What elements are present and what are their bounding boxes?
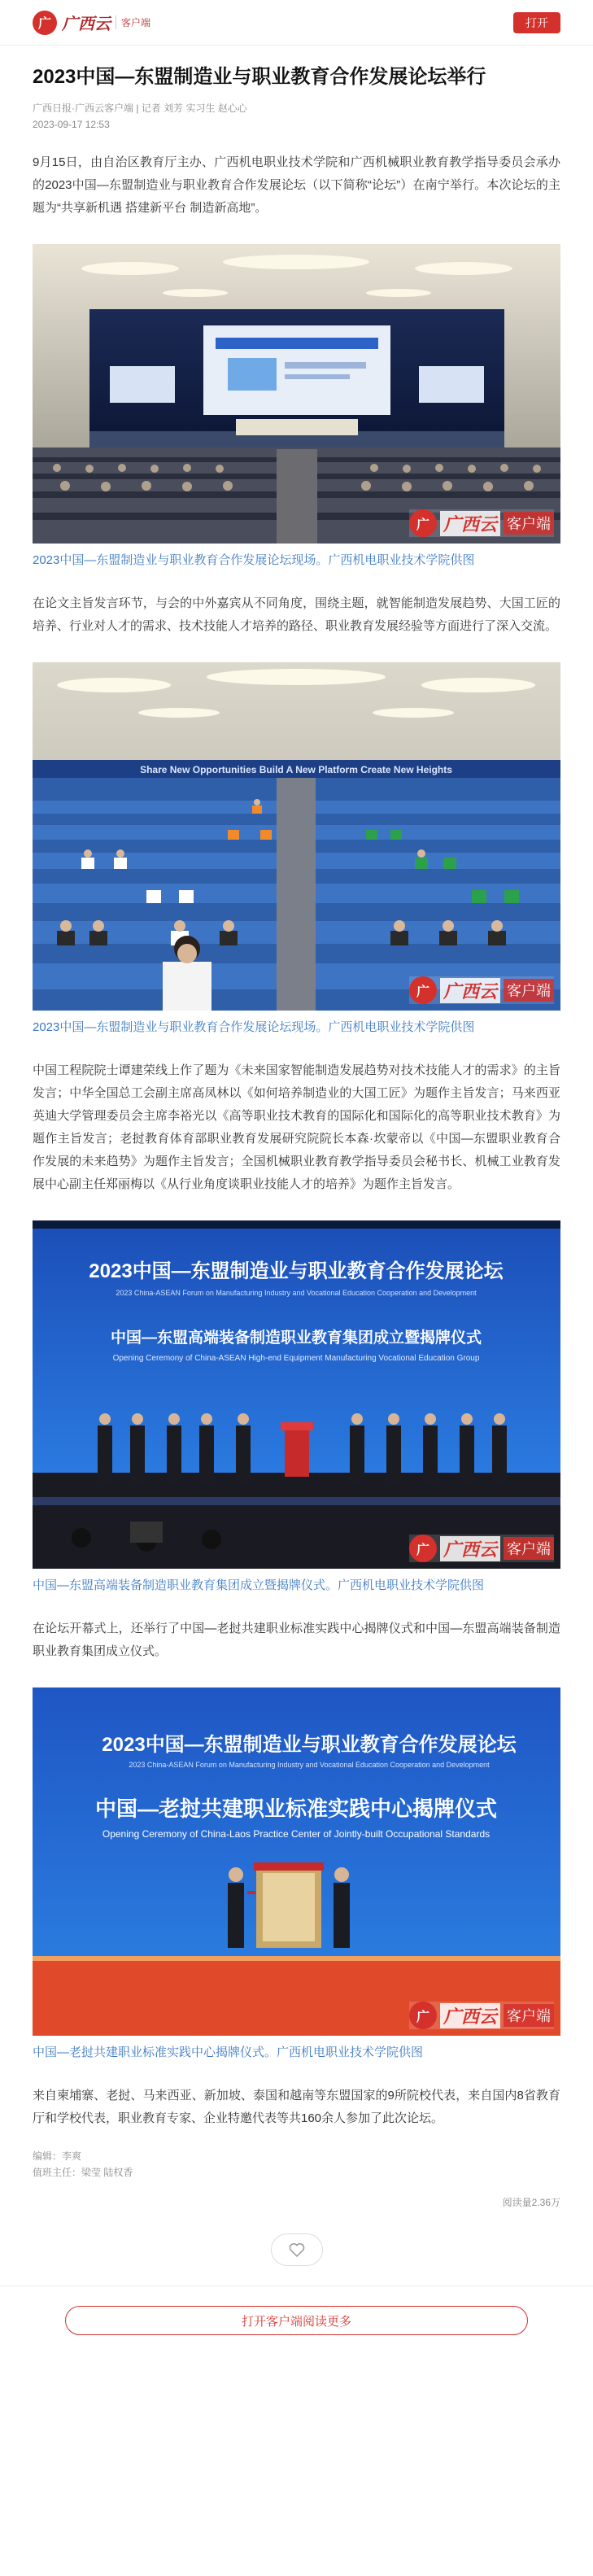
paragraph: 在论坛开幕式上，还举行了中国—老挝共建职业标准实践中心揭牌仪式和中国—东盟高端装备制造职业教育集团成立仪式。 <box>33 1622 560 1658</box>
watermark-sub: 客户端 <box>504 2004 554 2027</box>
photo-4-image <box>33 1687 560 2036</box>
photo-laos-ceremony[interactable] <box>33 1687 560 2036</box>
watermark-name: 广西云 <box>440 511 500 536</box>
article-source: 广西日报·广西云客户端 | 记者 刘芳 实习生 赵心心 <box>33 103 247 114</box>
photo-1-image <box>33 244 560 544</box>
photo-caption: 中国—老挝共建职业标准实践中心揭牌仪式。广西机电职业技术学院供图 <box>33 2046 424 2059</box>
brand-name: 广西云 <box>62 14 111 33</box>
photo-caption: 2023中国—东盟制造业与职业教育合作发展论坛现场。广西机电职业技术学院供图 <box>33 553 475 567</box>
watermark-logo-icon: 广 <box>409 509 437 537</box>
brand[interactable] <box>33 11 150 35</box>
banner-main: 中国—东盟高端装备制造职业教育集团成立暨揭牌仪式 <box>110 1329 482 1347</box>
article <box>0 63 593 2266</box>
watermark-name: 广西云 <box>440 1536 500 1561</box>
brand-sub: 客户端 <box>116 15 150 29</box>
watermark-sub: 客户端 <box>504 979 554 1002</box>
watermark-logo-icon: 广 <box>409 976 437 1004</box>
brand-logo-icon: 广 <box>33 11 57 35</box>
like-area <box>33 2233 560 2266</box>
photo-conference-hall[interactable] <box>33 244 560 544</box>
editor: 编辑：李爽 <box>33 2150 82 2162</box>
open-app-read-more-button[interactable]: 打开客户端阅读更多 <box>65 2306 528 2335</box>
photo-audience[interactable] <box>33 662 560 1011</box>
like-button[interactable] <box>271 2233 323 2266</box>
photo-asean-ceremony[interactable] <box>33 1220 560 1569</box>
watermark-sub: 客户端 <box>504 1537 554 1560</box>
paragraph: 来自柬埔寨、老挝、马来西亚、新加坡、泰国和越南等东盟国家的9所院校代表，来自国内8省教育厅和学校代表，职业教育专家、企业特邀代表等共160余人参加了此次论坛。 <box>33 2089 560 2125</box>
article-title: 2023中国—东盟制造业与职业教育合作发展论坛举行 <box>33 66 486 88</box>
duty-editor: 值班主任：梁莹 陆权香 <box>33 2167 133 2178</box>
watermark <box>409 1535 554 1562</box>
editor-info <box>33 2148 560 2181</box>
banner-en: 2023 China-ASEAN Forum on Manufacturing Industry and Vocational Education Cooperation and Development <box>129 1761 490 1769</box>
banner-title: 2023中国—东盟制造业与职业教育合作发展论坛 <box>89 1260 504 1282</box>
paragraph: 在论文主旨发言环节，与会的中外嘉宾从不同角度，围绕主题，就智能制造发展趋势、大国工匠的培养、行业对人才的需求、技术技能人才培养的路径、职业教育发展经验等方面进行了深入交流。 <box>33 596 560 633</box>
heart-icon <box>289 2242 305 2257</box>
banner-text: Share New Opportunities Build A New Platform Create New Heights <box>140 764 452 775</box>
banner-title: 2023中国—东盟制造业与职业教育合作发展论坛 <box>102 1734 517 1756</box>
open-app-button[interactable]: 打开 <box>513 12 560 33</box>
photo-2-image <box>33 662 560 1011</box>
watermark <box>409 2002 554 2029</box>
watermark <box>409 976 554 1004</box>
article-date: 2023-09-17 12:53 <box>33 119 110 130</box>
watermark <box>409 509 554 537</box>
photo-caption: 2023中国—东盟制造业与职业教育合作发展论坛现场。广西机电职业技术学院供图 <box>33 1020 475 1034</box>
watermark-name: 广西云 <box>440 2003 500 2028</box>
watermark-sub: 客户端 <box>504 512 554 535</box>
watermark-logo-icon: 广 <box>409 2002 437 2029</box>
banner-main-en: Opening Ceremony of China-Laos Practice Center of Jointly-built Occupational Standards <box>102 1828 491 1840</box>
watermark-logo-icon: 广 <box>409 1535 437 1562</box>
paragraph: 9月15日，由自治区教育厅主办、广西机电职业技术学院和广西机械职业教育教学指导委员会承办的2023中国—东盟制造业与职业教育合作发展论坛（以下简称“论坛”）在南宁举行。本次论坛的主题为“共享新机遇 搭建新平台 制造新高地”。 <box>33 155 560 215</box>
banner-en: 2023 China-ASEAN Forum on Manufacturing Industry and Vocational Education Cooperation and Development <box>116 1289 477 1297</box>
top-bar <box>0 0 593 46</box>
paragraph: 中国工程院院士谭建荣线上作了题为《未来国家智能制造发展趋势对技术技能人才的需求》的主旨发言；中华全国总工会副主席高凤林以《如何培养制造业的大国工匠》为题作主旨发言；马来西亚英迪大学管理委员会主席李裕光以《高等职业技术教育的国际化和国际化的高等职业技术教育》为题作主旨发言；老挝教育体育部职业教育发展研究院院长本森·坎蒙帝以《中国—东盟职业教育合作发展的未来趋势》为题作主旨发言；全国机械职业教育教学指导委员会秘书长、机械工业教育发展中心副主任郑丽梅以《从行业角度谈职业技能人才的培养》为题作主旨发言。 <box>33 1063 560 1191</box>
read-count: 阅读量2.36万 <box>502 2197 560 2208</box>
photo-caption: 中国—东盟高端装备制造职业教育集团成立暨揭牌仪式。广西机电职业技术学院供图 <box>33 1578 485 1592</box>
photo-3-image <box>33 1220 560 1569</box>
watermark-name: 广西云 <box>440 978 500 1003</box>
banner-main-en: Opening Ceremony of China-ASEAN High-end Equipment Manufacturing Vocational Education Group <box>112 1354 480 1363</box>
banner-main: 中国—老挝共建职业标准实践中心揭牌仪式 <box>94 1797 498 1821</box>
